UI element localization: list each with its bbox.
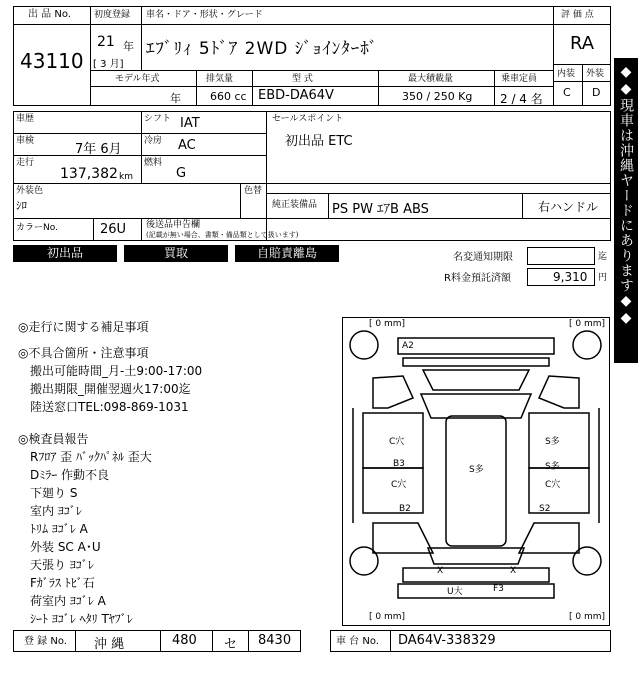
capacity-label: 乗車定員 (501, 74, 538, 84)
mark-left-center: B3 (393, 459, 405, 469)
mark-right-lower: C穴 (545, 480, 561, 490)
steering-value: 右ハンドル (538, 200, 599, 214)
reg-region: 沖 縄 (94, 637, 125, 652)
mark-left-lower: C穴 (391, 480, 407, 490)
divider (378, 70, 379, 106)
fuel-value: G (176, 166, 187, 181)
defect-line: 搬出可能時間_月-土9:00-17:00 (30, 364, 203, 378)
divider (266, 111, 267, 241)
chassis-value: DA64V-338329 (398, 633, 496, 648)
tire-depth-rear-right: [ 0 mm] (569, 612, 606, 622)
grade-value: RA (570, 33, 595, 54)
inspection-label: 車検 (16, 136, 35, 146)
tag-purchase: 買取 (124, 245, 228, 262)
divider (196, 70, 197, 106)
model-year-unit: 年 (170, 92, 181, 105)
tire-depth-front-left: [ 0 mm] (369, 319, 406, 329)
divider (390, 630, 391, 652)
load-value: 350 / 250 Kg (402, 90, 473, 103)
divider (90, 86, 553, 87)
divider (553, 6, 554, 106)
inspector-line: Dﾐﾗｰ 作動不良 (30, 468, 110, 482)
exterior-label: 外装 (586, 69, 605, 79)
inspector-line: Fｶﾞﾗｽ ﾄﾋﾞ石 (30, 576, 95, 590)
divider (90, 70, 553, 71)
supplement-title: ◎走行に関する補足事項 (18, 320, 149, 334)
defect-line: 陸送窓口TEL:098-869-1031 (30, 400, 189, 414)
divider (141, 111, 142, 183)
aftermarket-label: 後送品申告欄 (146, 220, 201, 230)
grade-label: 評 価 点 (561, 10, 594, 20)
divider (75, 630, 76, 652)
mark-rear-left: X (437, 566, 444, 576)
reg-class: 480 (172, 633, 197, 648)
divider (212, 630, 213, 652)
location-banner-text: ◆◆現車は沖縄ヤードにあります◆◆ (618, 64, 634, 327)
equipment-value: PS PW ｴｱB ABS (332, 202, 429, 217)
divider (582, 64, 583, 106)
ac-label: 冷房 (144, 136, 163, 146)
mark-right-rear: S2 (539, 504, 551, 514)
mark-rear-bumper-u: U大 (447, 587, 463, 597)
type-label: 型 式 (292, 74, 313, 84)
mark-front-bumper: A2 (402, 341, 414, 351)
color-no-label: カラーNo. (16, 223, 58, 233)
divider (240, 183, 241, 218)
name-change-box (527, 247, 595, 265)
inspector-line: 外装 SC A･U (30, 540, 101, 554)
reg-month: [ 3 月] (93, 59, 124, 70)
divider (252, 70, 253, 106)
mileage-label: 走行 (16, 158, 35, 168)
divider (13, 133, 266, 134)
sales-point-label: セールスポイント (272, 114, 344, 124)
inspector-line: ｼｰﾄ ﾖｺﾞﾚ ﾍﾀﾘ Tﾔﾌﾞﾚ (30, 612, 133, 626)
mark-right-center: S多 (545, 462, 560, 472)
divider (90, 24, 553, 25)
divider (522, 193, 523, 218)
recycle-value: 9,310 (553, 270, 588, 284)
location-banner (614, 58, 638, 363)
recycle-unit: 円 (598, 273, 608, 283)
inspection-value: 7年 6月 (75, 142, 122, 157)
reg-label: 登 録 No. (24, 636, 67, 647)
history-label: 車歴 (16, 114, 35, 124)
ext-color-value: ｼﾛ (16, 199, 27, 212)
model-name: ｴﾌﾞﾘｨ 5ﾄﾞｱ 2WD ｼﾞｮｲﾝﾀｰﾎﾞ (146, 39, 379, 59)
divider (141, 218, 142, 241)
divider (328, 193, 329, 218)
divider (13, 218, 611, 219)
car-diagram (342, 317, 610, 626)
inspector-title: ◎検査員報告 (18, 432, 89, 446)
divider (141, 6, 142, 70)
equipment-label: 純正装備品 (272, 200, 318, 210)
mark-rear-right: X (510, 566, 517, 576)
model-year-label: モデル年式 (115, 74, 160, 84)
divider (93, 218, 94, 241)
mark-rear-bumper-f: F3 (493, 584, 504, 594)
lot-label: 出 品 No. (28, 9, 71, 20)
color-change-label: 色替 (244, 186, 263, 196)
inspector-line: 室内 ﾖｺﾞﾚ (30, 504, 82, 518)
divider (13, 155, 266, 156)
mileage-unit: km (119, 172, 133, 182)
mark-roof: S多 (469, 465, 484, 475)
tag-insurance-island: 自賠責離島 (235, 245, 339, 262)
inspector-line: 荷室内 ﾖｺﾞﾚ A (30, 594, 106, 608)
capacity-value: 2 / 4 名 (500, 92, 543, 106)
load-label: 最大積載量 (408, 74, 454, 84)
inspector-line: Rﾌﾛｱ 歪 ﾊﾞｯｸﾊﾟﾈﾙ 歪大 (30, 450, 152, 464)
model-header-label: 車名・ドア・形状・グレード (146, 10, 263, 20)
tire-depth-front-right: [ 0 mm] (569, 319, 606, 329)
defect-line: 搬出期限_開催翌週火17:00迄 (30, 382, 191, 396)
divider (553, 24, 611, 25)
mileage-value: 137,382 (60, 166, 118, 182)
mark-left-rear: B2 (399, 504, 411, 514)
inspector-line: ﾄﾘﾑ ﾖｺﾞﾚ A (30, 522, 88, 536)
aftermarket-note: (記載が無い場合、書類・備品類として扱います) (146, 231, 299, 239)
lot-number: 43110 (20, 49, 84, 73)
defects-title: ◎不具合箇所・注意事項 (18, 346, 149, 360)
color-no-value: 26U (100, 222, 127, 237)
divider (160, 630, 161, 652)
tag-first-listing: 初出品 (13, 245, 117, 262)
ext-color-label: 外装色 (16, 186, 44, 196)
divider (90, 6, 91, 106)
exterior-value: D (592, 86, 601, 99)
interior-label: 内装 (557, 69, 576, 79)
chassis-label: 車 台 No. (336, 636, 379, 647)
mark-left-front-door: C穴 (389, 437, 405, 447)
displacement-label: 排気量 (206, 74, 234, 84)
name-change-label: 名変通知期限 (453, 252, 513, 263)
reg-year-unit: 年 (123, 40, 134, 53)
inspector-line: 下廻り S (30, 486, 78, 500)
inspector-line: 天張り ﾖｺﾞﾚ (30, 558, 94, 572)
divider (248, 630, 249, 652)
name-change-unit: 迄 (598, 252, 608, 262)
reg-number: 8430 (258, 633, 292, 648)
displacement-value: 660 cc (210, 90, 247, 103)
tire-depth-rear-left: [ 0 mm] (369, 612, 406, 622)
recycle-label: R料金預託済額 (444, 273, 511, 284)
ac-value: AC (178, 138, 196, 153)
fuel-label: 燃料 (144, 158, 163, 168)
reg-kana: セ (224, 637, 238, 652)
divider (266, 193, 611, 194)
first-reg-label: 初度登録 (94, 10, 131, 20)
divider (494, 70, 495, 106)
type-code: EBD-DA64V (258, 88, 334, 103)
reg-year: 21 (97, 34, 115, 50)
interior-value: C (563, 86, 571, 99)
mark-right-front-door: S多 (545, 437, 560, 447)
shift-label: シフト (144, 114, 172, 124)
divider (13, 183, 611, 184)
divider (13, 24, 90, 25)
shift-value: IAT (180, 116, 200, 131)
sales-point-value: 初出品 ETC (285, 134, 353, 149)
